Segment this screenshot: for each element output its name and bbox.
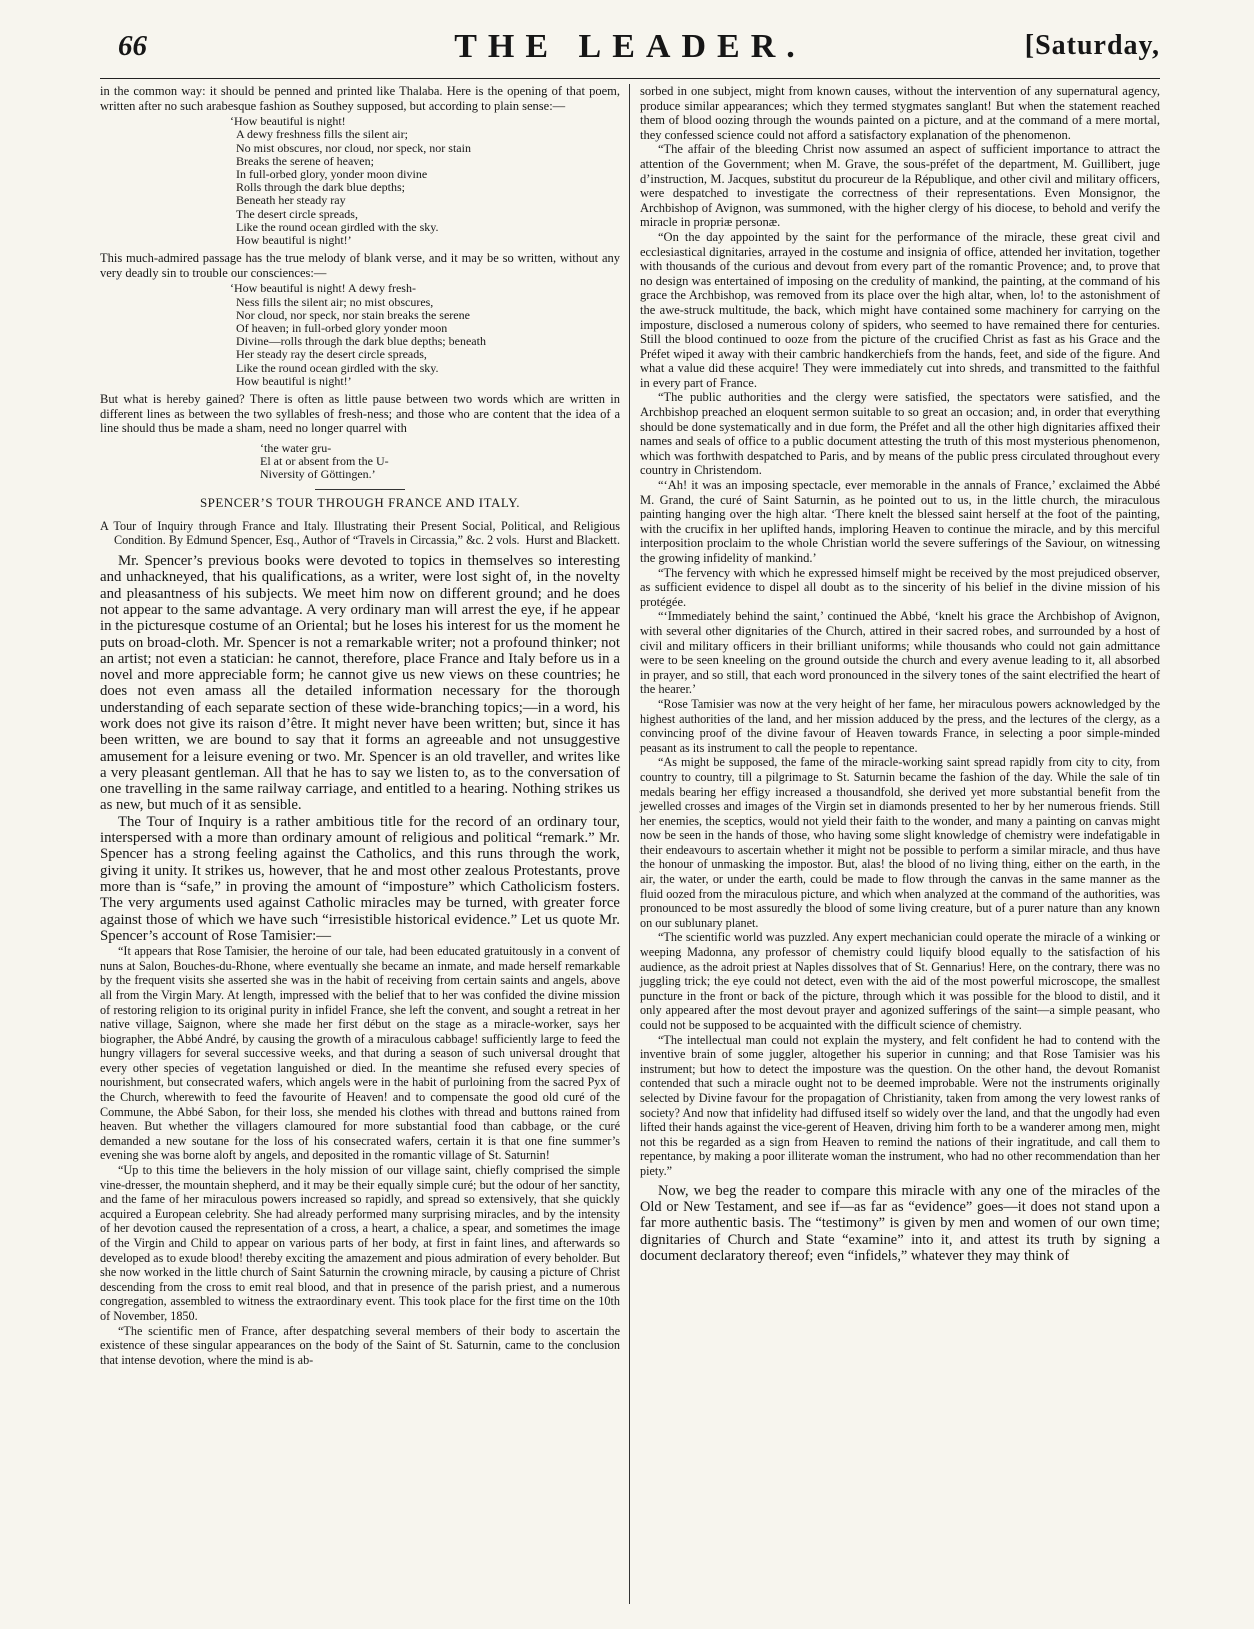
verse-line: ‘How beautiful is night!: [230, 114, 346, 129]
verse-line: A dewy freshness fills the silent air;: [236, 127, 408, 142]
verse-line: Rolls through the dark blue depths;: [236, 180, 405, 195]
right-paragraph-3: “On the day appointed by the saint for the performance of the miracle, these great civil and ecclesiastical dignitaries, arrayed in the costume and insignia of office, attended her invitation, together with thousands of the curious and devout from every part of the romantic Provence; and, to prove that no design was entertained of imposing on the credulity of mankind, the painting, at the command of his grace the Archbishop, was removed from its place over the high altar, when, lo! to the astonishment of the awe-struck multitude, the back, which might have contained some machinery for carrying on the imposture, disclosed a numerous colony of spiders, who seemed to have remained there for centuries. Still the blood continued to ooze from the picture of the crucified Christ as fast as his Grace and the Préfet wiped it away with their cambric handkerchiefs from the hands, feet, and side of the figure. And what a value did these acquire! They were immediately cut into shreds, and transmitted to the faithful in every part of France.: [640, 229, 1160, 390]
verse-line: Of heaven; in full-orbed glory yonder moon: [236, 321, 448, 336]
thalaba-poem-original: [230, 115, 620, 247]
left-column: [100, 84, 620, 1367]
book-citation-text: A Tour of Inquiry through France and Italy. Illustrating their Present Social, Political, and Religious Condition. By Edmund Spencer, Esq., Author of “Travels in Circassia,” &c. 2 vols.: [100, 519, 620, 548]
gottingen-fragment: [260, 442, 620, 482]
quote-paragraph-2: “Up to this time the believers in the holy mission of our village saint, chiefly comprised the simple vine-dresser, the mountain shepherd, and it may be their equally simple curé; but the odour of her sanctity, and the fame of her miraculous powers increased so rapidly, and spread so extensively, that she quickly acquired a European celebrity. She had already performed many surprising miracles, and by the intensity of her devotion caused the representation of a cross, a heart, a chalice, a spear, and sometimes the image of the Virgin and Child to appear on various parts of her body, at first in faint lines, and afterwards so developed as to exude blood! thereby exciting the amazement and pious admiration of every beholder. But she now worked in the little church of Saint Saturnin the crowning miracle, by causing a picture of Christ descending from the cross to emit real blood, and that in presence of the parish priest, and a numerous congregation, assembled to witness the extraordinary event. This took place for the first time on the 10th of November, 1850.: [100, 1163, 620, 1323]
section-title: SPENCER’S TOUR THROUGH FRANCE AND ITALY.: [199, 495, 521, 511]
verse-line: Her steady ray the desert circle spreads,: [236, 347, 427, 362]
verse-line: The desert circle spreads,: [236, 206, 358, 221]
verse-line: In full-orbed glory, yonder moon divine: [236, 167, 428, 181]
verse-line: Niversity of Göttingen.’: [260, 467, 376, 482]
verse-line: Breaks the serene of heaven;: [236, 153, 374, 168]
header-rule: [100, 78, 1160, 79]
verse-line: ‘the water gru-: [260, 440, 332, 455]
review-paragraph-2: The Tour of Inquiry is a rather ambitious title for the record of an ordinary tour, interspersed with a more than ordinary amount of religious and political “remark.” Mr. Spencer has a strong feeling against the Catholics, and this runs through the work, giving it unity. It strikes us, however, that he and most other zealous Protestants, prove more than is “safe,” in proving the amount of “imposture” which Catholicism fosters. The very arguments used against Catholic miracles may be turned, with greater force against those of which we have such “irresistible historical evidence.” Let us quote Mr. Spencer’s account of Rose Tamisier:—: [100, 813, 620, 944]
verse-line: El at or absent from the U-: [260, 454, 389, 469]
right-paragraph-2: “The affair of the bleeding Christ now assumed an aspect of sufficient importance to attract the attention of the Government; when M. Grave, the sous-préfet of the department, M. Guillibert, juge d’instruction, M. Jacques, substitut du procureur de la République, and other civil and military officers, were despatched to investigate the correctness of their representations. Even Monsignor, the Archbishop of Avignon, was summoned, with the higher clergy of his diocese, to behold and verify the miracle in propriæ personæ.: [640, 142, 1160, 230]
right-paragraph-11: “The intellectual man could not explain the mystery, and felt confident he had to contend with the inventive brain of some juggler, altogether his superior in cunning; and that Rose Tamisier was his instrument; but how to detect the imposture was the question. On the other hand, the devout Romanist contended that such a miracle ought not to be deemed improbable. Were not the instruments originally selected by Divine favour for the propagation of Christianity, taken from among the very lowest ranks of society? And now that infidelity had diffused itself so widely over the land, and that the ungodly had even lifted their hands against the vice-gerent of Heaven, driving him forth to be a wanderer among men, might not this be regarded as a sign from Heaven to remind the nations of their ingratitude, and call them to repentance, by making a poor illiterate woman the instrument, who had no other recommendation than her piety.”: [640, 1032, 1160, 1178]
verse-line: Beneath her steady ray: [236, 193, 346, 208]
intro-paragraph: in the common way: it should be penned and printed like Thalaba. Here is the opening of that poem, written after no such arabesque fashion as Southey supposed, but according to plain sense:—: [100, 84, 620, 113]
verse-line: Ness fills the silent air; no mist obscures,: [236, 294, 434, 309]
right-paragraph-6: “The fervency with which he expressed himself might be received by the most prejudiced observer, as sufficient evidence to dispel all doubt as to the sincerity of his belief in the divine mission of his protégée.: [640, 565, 1160, 609]
right-paragraph-5: “‘Ah! it was an imposing spectacle, ever memorable in the annals of France,’ exclaimed the Abbé M. Grand, the curé of Saint Saturnin, as he pointed out to us, in the little church, the miraculous painting hanging over the high altar. ‘There knelt the blessed saint herself at the foot of the painting, with the crucifix in her uplifted hands, imploring Heaven to continue the miracle, and by this merciful interposition proclaim to the whole Christian world the severe sufferings of the Saviour, on witnessing the growing infidelity of mankind.’: [640, 478, 1160, 565]
right-paragraph-10: “The scientific world was puzzled. Any expert mechanician could operate the miracle of a winking or weeping Madonna, any professor of chemistry could liquify blood equally to the satisfaction of his audience, as the adroit priest at Naples dissolves that of St. Gennarius! Here, on the contrary, there was no juggling trick; the eye could not detect, even with the aid of the most powerful microscope, the smallest puncture in the front or back of the picture, through which it was possible for the blood to distil, and it only appeared after the most devout prayer and agonized sufferings of the saint—a simple peasant, who could not be supposed to be acquainted with the difficult science of chemistry.: [640, 930, 1160, 1032]
right-column: [640, 84, 1160, 1265]
review-paragraph-1: Mr. Spencer’s previous books were devoted to topics in themselves so interesting and unhackneyed, that his qualifications, as a writer, were lost sight of, in the novelty and pleasantness of his subjects. We meet him now on different ground; and he does not appear to the same advantage. A very ordinary man will arrest the eye, if he appear in the picturesque costume of an Oriental; but he loses his interest for us the moment he puts on broad-cloth. Mr. Spencer is not a remarkable writer; not a profound thinker; not an artist; not even a statician: he cannot, therefore, place France and Italy before us in a novel and more appreciable form; he cannot give us new views on these countries; he does not even amass all the detailed information necessary for the thorough understanding of each separate section of these wide-branching topics;—in a word, his work does not give its raison d’être. It might never have been written; but, since it has been written, we are bound to say that it forms an agreeable and not unsuggestive amusement for a leisure evening or two. Mr. Spencer is an old traveller, and writes like a very pleasant gentleman. All that he has to say we listen to, as to the conversation of one travelling in the same railway carriage, and entitled to a hearing. Nothing strikes us as new, but much of it as sensible.: [100, 553, 620, 814]
verse-line: How beautiful is night!’: [236, 233, 352, 248]
right-paragraph-9: “As might be supposed, the fame of the miracle-working saint spread rapidly from city to city, from country to country, till a pilgrimage to St. Saturnin became the fashion of the day. While the sale of tin medals bearing her effigy increased a thousandfold, she derived yet more substantial benefit from the jewelled crosses and images of the Virgin set in diamonds presented to her by her numerous friends. Still her enemies, the sceptics, would not yield their faith to the wonder, and many a painting on canvas might now be seen in the hands of those, who having some slight knowledge of chemistry were indefatigable in their endeavours to ascertain whether it might not be possible to perform a similar miracle, and thus have the honour of unmasking the impostor. But, alas! the blood of no living thing, either on the earth, in the air, the water, or under the earth, could be made to flow through the canvas in the same manner as the fluid oozed from the miraculous picture, and which when analyzed at the command of the authorities, was pronounced to be most assuredly the blood of some living creature, but of a purer nature than any known on our sublunary planet.: [640, 755, 1160, 930]
verse-line: ‘How beautiful is night! A dewy fresh-: [230, 281, 416, 296]
verse-line: Like the round ocean girdled with the sky.: [236, 219, 439, 234]
page-number: 66: [118, 30, 147, 62]
book-citation: [100, 519, 620, 547]
quote-paragraph-3: “The scientific men of France, after despatching several members of their body to ascertain the existence of these singular appearances on the body of the Saint of St. Saturnin, came to the conclusion that intense devotion, where the mind is ab-: [100, 1323, 620, 1367]
page-header: [100, 28, 1160, 72]
right-paragraph-8: “Rose Tamisier was now at the very height of her fame, her miraculous powers acknowledged by the highest authorities of the land, and her mission adduced by the press, and the lectures of the clergy, as a convincing proof of the divine favour of Heaven towards France, in selecting a poor simple-minded peasant as its instrument to call the people to repentance.: [640, 696, 1160, 755]
publisher: Hurst and Blackett.: [525, 533, 620, 548]
right-paragraph-4: “The public authorities and the clergy were satisfied, the spectators were satisfied, and the Archbishop preached an eloquent sermon suitable to so great an occasion; and, in order that everything should be done systematically and in due form, the Préfet and all the other high dignitaries affixed their names and seals of office to a public document attesting the truth of this most mysterious phenomenon, which was forthwith despatched to Paris, and by means of the public press circulated throughout every country in Christendom.: [640, 390, 1160, 478]
blank-verse-paragraph: This much-admired passage has the true melody of blank verse, and it may be so written, without any very deadly sin to trouble our consciences:—: [100, 251, 620, 280]
closing-paragraph: Now, we beg the reader to compare this miracle with any one of the miracles of the Old or New Testament, and see if—as far as “evidence” goes—it does not stand upon a far more authentic basis. The “testimony” is given by men and women of our own time; dignitaries of Church and State “examine” into it, and attest its truth by signing a document declaratory thereof; even “infidels,” whatever they may think of: [640, 1182, 1160, 1265]
verse-line: Like the round ocean girdled with the sky.: [236, 360, 439, 375]
verse-line: Nor cloud, nor speck, nor stain breaks the serene: [236, 307, 470, 322]
verse-line: No mist obscures, nor cloud, nor speck, nor stain: [236, 140, 471, 155]
gained-paragraph: But what is hereby gained? There is often as little pause between two words which are written in different lines as between the two syllables of fresh-ness; and those who are content that the idea of a line should thus be made a sham, need no longer quarrel with: [100, 392, 620, 436]
right-paragraph-1: sorbed in one subject, might from known causes, without the intervention of any supernatural agency, produce similar appearances; which they termed stygmates sanglant! But when the statement reached them of blood oozing through the wounds painted on a picture, and at the command of a mere mortal, they confessed science could not afford a satisfactory explanation of the phenomenon.: [640, 84, 1160, 142]
header-day: [Saturday,: [1024, 30, 1160, 61]
verse-line: How beautiful is night!’: [236, 373, 352, 388]
verse-line: Divine—rolls through the dark blue depths; beneath: [236, 334, 486, 349]
thalaba-poem-rewritten: [230, 282, 620, 388]
right-paragraph-7: “‘Immediately behind the saint,’ continued the Abbé, ‘knelt his grace the Archbishop of Avignon, with several other dignitaries of the Church, attired in their sacred robes, and surrounded by a host of civil and military officers in their brilliant uniforms; while thousands who could not gain admittance were to be seen kneeling on the ground outside the church and every avenue leading to it, all absorbed in prayer, and so still, that each word pronounced in the silvery tones of the saint electrified the heart of the hearer.’: [640, 609, 1160, 697]
quote-paragraph-1: “It appears that Rose Tamisier, the heroine of our tale, had been educated gratuitously in a convent of nuns at Salon, Bouches-du-Rhone, where eventually she became an inmate, and made herself remarkable by the frequent visits she asserted she was in the habit of receiving from certain saints and angels, above all from the Virgin Mary. At length, impressed with the belief that to her was confided the divine mission of restoring religion to its original purity in infidel France, she left the convent, and sought a retreat in her native village, Saignon, where she made her first début on the stage as a miracle-worker, says her biographer, the Abbé André, by causing the growth of a miraculous cabbage! sufficiently large to feed the hungry villagers for several successive weeks, and that during a season of such universal drought that every other species of vegetation languished or died. In the meantime she refused every species of nourishment, but consecrated wafers, which angels were in the habit of purloining from the sacred Pyx of the Church, wherewith to feed the favourite of Heaven! and to compensate the good old curé of the Commune, the Abbé Sabon, for their loss, she mended his clothes with thread and buttons rained from heaven. But whether the villagers clamoured for more substantial food than cabbage, or the curé demanded a new soutane for the loss of his consecrated wafers, certain it is that one fine summer’s evening she was borne aloft by angels, and deposited in the romantic village of St. Saturnin!: [100, 944, 620, 1163]
masthead-title: THE LEADER.: [454, 28, 806, 65]
column-divider: [629, 84, 630, 1604]
section-separator: [315, 489, 405, 490]
